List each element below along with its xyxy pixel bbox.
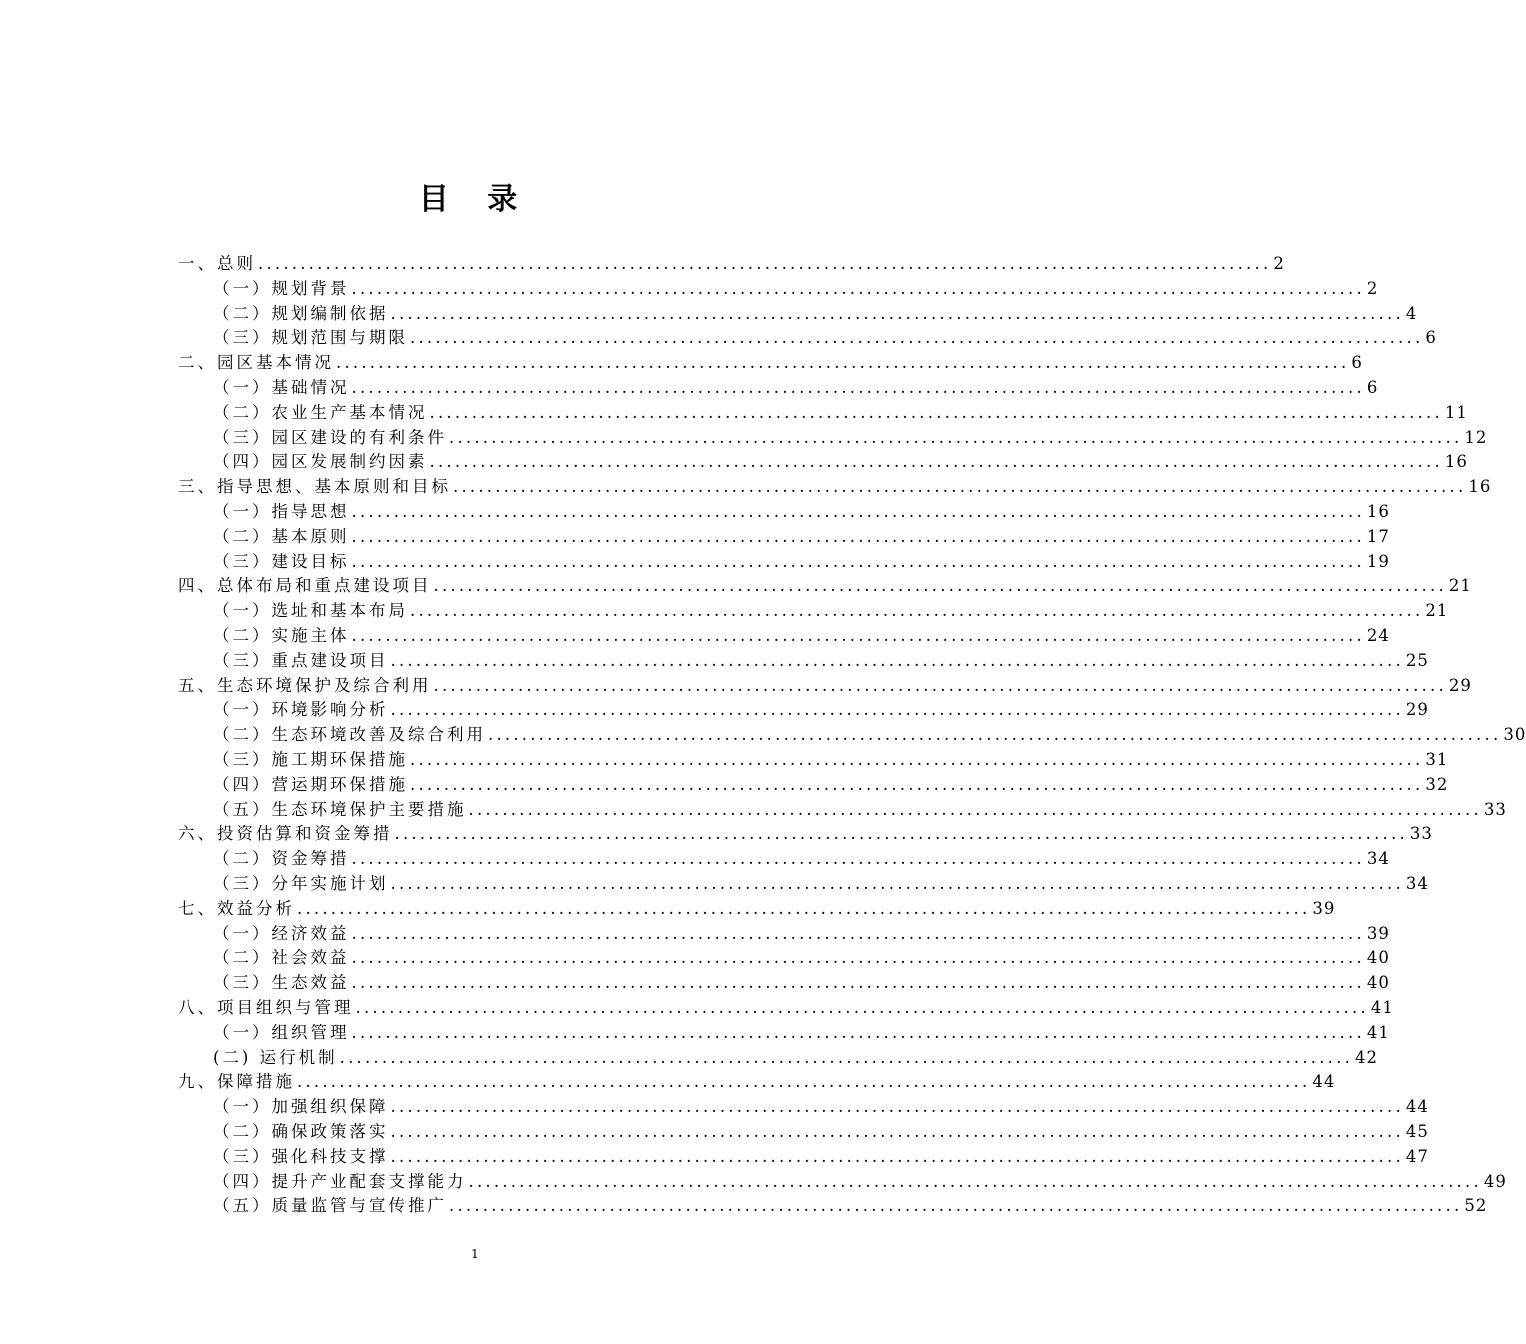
toc-entry-title: （三）重点建设项目	[213, 650, 389, 670]
toc-entry-title: （一）选址和基本布局	[213, 601, 408, 621]
toc-entry[interactable]	[213, 1170, 1507, 1195]
toc-leader-dots: ........................................................................................................................	[351, 278, 1365, 298]
toc-entry[interactable]	[213, 277, 1379, 302]
toc-entry[interactable]	[213, 1145, 1429, 1170]
toc-entry-page: 39	[1312, 898, 1336, 918]
toc-entry-page: 29	[1448, 675, 1472, 695]
toc-entry-title: （四）营运期环保措施	[213, 774, 408, 794]
toc-entry[interactable]	[178, 574, 1472, 599]
toc-entry-page: 21	[1448, 576, 1472, 596]
toc-entry[interactable]	[213, 1120, 1429, 1145]
toc-entry[interactable]	[178, 822, 1433, 847]
toc-leader-dots: ........................................................................................................................	[449, 427, 1463, 447]
toc-entry[interactable]	[213, 450, 1468, 475]
toc-entry-page: 44	[1312, 1072, 1336, 1092]
toc-entry-page: 52	[1464, 1196, 1488, 1216]
toc-entry[interactable]	[178, 252, 1285, 277]
toc-entry-title: （三）规划范围与期限	[213, 328, 408, 348]
toc-entry-title: 四、总体布局和重点建设项目	[178, 576, 432, 596]
toc-entry[interactable]	[213, 649, 1429, 674]
toc-leader-dots: ........................................................................................................................	[410, 328, 1424, 348]
toc-entry-title: （二）资金筹措	[213, 849, 350, 869]
toc-leader-dots: ........................................................................................................................	[390, 1122, 1404, 1141]
toc-entry-page: 45	[1405, 1122, 1429, 1141]
toc-leader-dots: ........................................................................................................................	[351, 378, 1365, 397]
toc-entry[interactable]	[213, 624, 1390, 649]
toc-leader-dots: ........................................................................................................................	[351, 526, 1365, 546]
toc-leader-dots: ........................................................................................................................	[297, 1072, 1311, 1092]
toc-leader-dots: ........................................................................................................................	[351, 1022, 1365, 1042]
toc-entry[interactable]	[213, 723, 1526, 748]
toc-entry[interactable]	[213, 922, 1390, 947]
toc-entry-title: （二）农业生产基本情况	[213, 402, 428, 422]
toc-entry-page: 12	[1464, 427, 1488, 447]
toc-entry-page: 25	[1405, 650, 1429, 670]
toc-entry[interactable]	[178, 897, 1336, 922]
toc-entry-title: （二）生态环境改善及综合利用	[213, 725, 486, 745]
toc-entry[interactable]	[178, 351, 1363, 376]
toc-entry-title: （五）质量监管与宣传推广	[213, 1196, 447, 1216]
toc-leader-dots: ........................................................................................................................	[297, 898, 1311, 918]
toc-entry-title: 五、生态环境保护及综合利用	[178, 675, 432, 695]
toc-leader-dots: ........................................................................................................................	[429, 402, 1443, 422]
toc-leader-dots: ........................................................................................................................	[433, 675, 1447, 695]
toc-entry-title: （二）社会效益	[213, 948, 350, 968]
toc-leader-dots: ........................................................................................................................	[351, 948, 1365, 968]
toc-entry-page: 42	[1355, 1047, 1379, 1067]
toc-entry-title: （一）规划背景	[213, 278, 350, 298]
toc-entry-page: 21	[1425, 601, 1449, 621]
toc-entry-page: 33	[1409, 824, 1433, 844]
toc-leader-dots: ........................................................................................................................	[355, 998, 1369, 1017]
toc-entry[interactable]	[213, 302, 1418, 327]
toc-entry-page: 29	[1405, 700, 1429, 720]
toc-entry[interactable]	[178, 1070, 1336, 1095]
toc-leader-dots: ........................................................................................................................	[488, 725, 1502, 745]
toc-entry[interactable]	[213, 1021, 1390, 1046]
toc-leader-dots: ........................................................................................................................	[351, 626, 1365, 645]
toc-entry[interactable]	[213, 550, 1390, 575]
toc-entry[interactable]	[213, 798, 1507, 823]
toc-leader-dots: ........................................................................................................................	[410, 601, 1424, 621]
toc-entry-page: 34	[1405, 874, 1429, 893]
toc-leader-dots: ........................................................................................................................	[390, 303, 1404, 323]
toc-entry[interactable]	[213, 525, 1390, 550]
toc-entry-page: 40	[1366, 973, 1390, 993]
toc-leader-dots: ........................................................................................................................	[336, 353, 1350, 373]
toc-entry[interactable]	[213, 500, 1390, 525]
toc-entry-page: 6	[1351, 353, 1363, 373]
page-title: 目 录	[418, 182, 532, 217]
toc-entry-page: 41	[1366, 1022, 1390, 1042]
toc-leader-dots: ........................................................................................................................	[390, 700, 1404, 720]
toc-entry-page: 17	[1366, 526, 1390, 546]
toc-entry[interactable]	[213, 971, 1390, 996]
toc-entry-title: 八、项目组织与管理	[178, 998, 354, 1017]
toc-leader-dots: ........................................................................................................................	[433, 576, 1447, 596]
toc-entry-page: 6	[1425, 328, 1437, 348]
toc-entry-page: 4	[1405, 303, 1418, 323]
toc-entry[interactable]	[213, 1046, 1379, 1071]
toc-entry-page: 47	[1405, 1146, 1429, 1166]
toc-entry-title: 九、保障措施	[178, 1072, 295, 1092]
toc-entry-title: 六、投资估算和资金筹措	[178, 824, 393, 844]
toc-entry-page: 49	[1483, 1171, 1507, 1191]
toc-leader-dots: ........................................................................................................................	[410, 750, 1424, 769]
toc-entry[interactable]	[213, 326, 1437, 351]
toc-entry[interactable]	[213, 426, 1488, 451]
toc-leader-dots: ........................................................................................................................	[351, 551, 1365, 571]
toc-leader-dots: ........................................................................................................................	[351, 923, 1365, 943]
toc-leader-dots: ........................................................................................................................	[390, 1146, 1404, 1166]
toc-entry[interactable]	[213, 946, 1390, 971]
toc-entry-title: 七、效益分析	[178, 898, 295, 918]
toc-leader-dots: ........................................................................................................................	[390, 650, 1404, 670]
toc-entry[interactable]	[213, 847, 1390, 872]
toc-entry-page: 30	[1503, 725, 1526, 745]
toc-entry-title: （二）实施主体	[213, 626, 350, 645]
toc-entry-page: 34	[1366, 849, 1390, 869]
toc-entry-title: 二、园区基本情况	[178, 353, 334, 373]
toc-entry-page: 40	[1366, 948, 1390, 968]
toc-entry[interactable]	[178, 674, 1472, 699]
toc-entry-title: （三）分年实施计划	[213, 874, 389, 893]
toc-entry-title: （三）施工期环保措施	[213, 750, 408, 769]
toc-leader-dots: ........................................................................................................................	[351, 849, 1365, 869]
toc-entry[interactable]	[213, 698, 1429, 723]
toc-leader-dots: ........................................................................................................................	[449, 1196, 1463, 1216]
toc-entry-title: （一）基础情况	[213, 378, 350, 397]
toc-entry-page: 16	[1468, 477, 1492, 497]
toc-leader-dots: ........................................................................................................................	[453, 477, 1467, 497]
toc-entry-title: （二）确保政策落实	[213, 1122, 389, 1141]
toc-entry-page: 6	[1366, 378, 1379, 397]
toc-entry-title: （二）规划编制依据	[213, 303, 389, 323]
toc-entry-title: （二）基本原则	[213, 526, 350, 546]
toc-leader-dots: ........................................................................................................................	[351, 973, 1365, 993]
toc-entry[interactable]	[178, 996, 1394, 1021]
toc-leader-dots: ........................................................................................................................	[410, 774, 1424, 794]
toc-leader-dots: ........................................................................................................................	[394, 824, 1408, 844]
toc-leader-dots: ........................................................................................................................	[351, 502, 1365, 521]
toc-entry-page: 11	[1444, 402, 1468, 422]
toc-entry-title: (二) 运行机制	[213, 1047, 338, 1067]
toc-entry[interactable]	[213, 1194, 1488, 1219]
toc-entry[interactable]	[178, 475, 1492, 500]
toc-entry-title: （三）强化科技支撑	[213, 1146, 389, 1166]
toc-entry-title: （四）提升产业配套支撑能力	[213, 1171, 467, 1191]
toc-entry-title: （三）生态效益	[213, 973, 350, 993]
toc-entry[interactable]	[213, 1095, 1429, 1120]
toc-leader-dots: ........................................................................................................................	[390, 874, 1404, 893]
toc-entry[interactable]	[213, 401, 1468, 426]
toc-entry-title: （一）加强组织保障	[213, 1097, 389, 1117]
toc-entry-page: 16	[1444, 452, 1468, 472]
toc-leader-dots: ........................................................................................................................	[468, 799, 1482, 819]
toc-entry-title: （一）指导思想	[213, 502, 350, 521]
toc-entry-page: 24	[1366, 626, 1390, 645]
toc-entry-title: 三、指导思想、基本原则和目标	[178, 477, 451, 497]
toc-entry-title: （三）建设目标	[213, 551, 350, 571]
toc-entry-page: 2	[1366, 278, 1379, 298]
toc-entry-page: 31	[1425, 750, 1449, 769]
toc-entry-title: （五）生态环境保护主要措施	[213, 799, 467, 819]
toc-entry-page: 32	[1425, 774, 1449, 794]
toc-entry-title: （一）经济效益	[213, 923, 350, 943]
toc-entry[interactable]	[213, 872, 1429, 897]
toc-entry-title: （四）园区发展制约因素	[213, 452, 428, 472]
toc-leader-dots: ........................................................................................................................	[339, 1047, 1354, 1067]
toc-entry[interactable]	[213, 773, 1449, 798]
toc-entry-title: （三）园区建设的有利条件	[213, 427, 447, 447]
toc-entry[interactable]	[213, 376, 1379, 401]
page-number: 1	[471, 1247, 479, 1261]
toc-entry-page: 2	[1273, 254, 1285, 273]
toc-leader-dots: ........................................................................................................................	[258, 254, 1272, 273]
toc-leader-dots: ........................................................................................................................	[429, 452, 1443, 472]
toc-entry-page: 44	[1405, 1097, 1429, 1117]
toc-entry[interactable]	[213, 599, 1449, 624]
toc-entry-title: （一）组织管理	[213, 1022, 350, 1042]
toc-entry-title: （一）环境影响分析	[213, 700, 389, 720]
toc-entry-page: 16	[1366, 502, 1390, 521]
toc-entry-page: 33	[1483, 799, 1507, 819]
toc-leader-dots: ........................................................................................................................	[390, 1097, 1404, 1117]
toc-entry-page: 41	[1370, 998, 1394, 1017]
toc-entry-page: 19	[1366, 551, 1390, 571]
toc-entry[interactable]	[213, 748, 1449, 773]
toc-entry-page: 39	[1366, 923, 1390, 943]
toc-leader-dots: ........................................................................................................................	[468, 1171, 1482, 1191]
toc-entry-title: 一、总则	[178, 254, 256, 273]
